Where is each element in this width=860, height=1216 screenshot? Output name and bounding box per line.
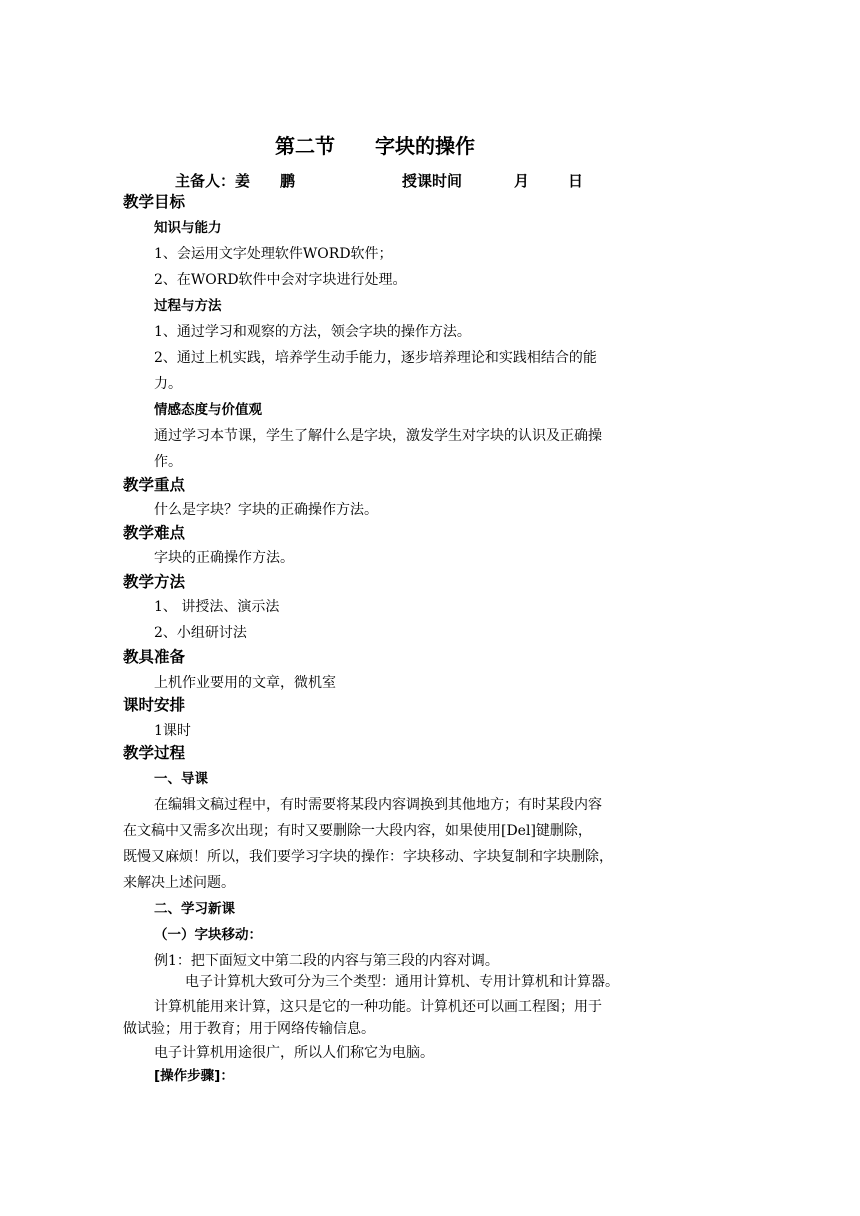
example-label: 例1：把下面短文中第二段的内容与第三段的内容对调。 <box>154 953 499 969</box>
new-lesson-heading: 二、学习新课 <box>154 901 235 917</box>
emotion-text: 通过学习本节课，学生了解什么是字块，激发学生对字块的认识及正确操 <box>154 428 602 444</box>
intro-paragraph-line: 来解决上述问题。 <box>123 875 235 891</box>
intro-paragraph-line: 既慢又麻烦！所以，我们要学习字块的操作：字块移动、字块复制和字块删除， <box>123 849 613 865</box>
key-point-text: 什么是字块？字块的正确操作方法。 <box>154 502 378 518</box>
title-name: 字块的操作 <box>375 134 475 158</box>
process-method-item: 2、通过上机实践，培养学生动手能力，逐步培养理论和实践相结合的能 <box>154 350 597 366</box>
day-label: 日 <box>568 172 584 190</box>
preparer-name: 鹏 <box>280 172 296 190</box>
month-label: 月 <box>514 172 530 190</box>
process-method-heading: 过程与方法 <box>154 298 222 314</box>
preparer-label: 主备人：姜 <box>175 172 251 190</box>
sample-paragraph-3: 电子计算机用途很广，所以人们称它为电脑。 <box>154 1045 434 1061</box>
knowledge-item: 1、会运用文字处理软件WORD软件； <box>154 246 393 262</box>
title-section: 第二节 <box>275 134 335 158</box>
tools-heading: 教具准备 <box>123 648 186 666</box>
intro-paragraph-line: 在文稿中又需多次出现；有时又要删除一大段内容，如果使用[Del]键删除， <box>123 823 592 839</box>
steps-heading: [操作步骤]： <box>154 1068 234 1084</box>
difficulty-heading: 教学难点 <box>123 524 186 542</box>
sample-paragraph-1: 电子计算机大致可分为三个类型：通用计算机、专用计算机和计算器。 <box>185 974 619 990</box>
hours-heading: 课时安排 <box>123 696 186 714</box>
knowledge-heading: 知识与能力 <box>154 220 222 236</box>
goals-heading: 教学目标 <box>123 193 186 211</box>
key-point-heading: 教学重点 <box>123 476 186 494</box>
difficulty-text: 字块的正确操作方法。 <box>154 550 294 566</box>
intro-heading: 一、导课 <box>154 771 208 787</box>
sample-paragraph-2: 计算机能用来计算，这只是它的一种功能。计算机还可以画工程图；用于 <box>154 999 602 1015</box>
tools-text: 上机作业要用的文章，微机室 <box>154 675 336 691</box>
hours-text: 1课时 <box>154 723 191 739</box>
lesson-time-label: 授课时间 <box>402 172 463 190</box>
emotion-text-cont: 作。 <box>154 454 182 470</box>
intro-paragraph-line: 在编辑文稿过程中，有时需要将某段内容调换到其他地方；有时某段内容 <box>154 797 602 813</box>
method-item: 2、小组研讨法 <box>154 625 247 641</box>
process-heading: 教学过程 <box>123 744 186 762</box>
emotion-heading: 情感态度与价值观 <box>154 402 262 418</box>
methods-heading: 教学方法 <box>123 573 186 591</box>
method-item: 1、 讲授法、演示法 <box>154 599 280 615</box>
process-method-item-cont: 力。 <box>154 376 182 392</box>
block-move-heading: （一）字块移动： <box>154 927 262 943</box>
sample-paragraph-2-cont: 做试验；用于教育；用于网络传输信息。 <box>123 1021 375 1037</box>
process-method-item: 1、通过学习和观察的方法，领会字块的操作方法。 <box>154 324 471 340</box>
knowledge-item: 2、在WORD软件中会对字块进行处理。 <box>154 272 407 288</box>
